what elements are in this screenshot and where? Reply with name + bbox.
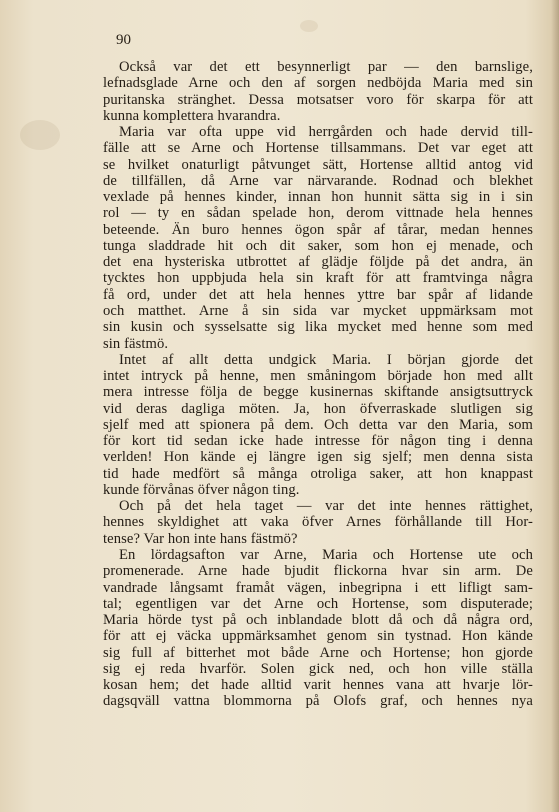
text-line: lefnadsglade Arne och den af sorgen nedböjda Maria med sin <box>103 75 533 92</box>
text-line: beteende. Än buro hennes ögon spår af tårar, medan hennes <box>103 221 533 238</box>
text-line: vexlade på hennes kinder, innan hon hunnit sätta sig in i sin <box>103 189 533 206</box>
text-line: vandrade långsamt framåt vägen, inbegripna i ett lifligt sam- <box>103 579 533 596</box>
text-line: kosan hem; det hade alltid varit hennes vana att hvarje lör- <box>103 677 533 694</box>
text-line: verlden! Hon kände ej längre igen sig sjelf; men denna sista <box>103 449 533 466</box>
text-line: puritanska stränghet. Dessa motsatser voro för skarpa för att <box>103 91 533 108</box>
text-line: se hvilket onaturligt påtvunget sätt, Hortense alltid antog vid <box>103 156 533 173</box>
text-line: promenerade. Arne hade bjudit flickorna hvar sin arm. De <box>103 563 533 580</box>
text-line: sjelf med att spionera på dem. Och detta var den Maria, som <box>103 416 533 433</box>
text-line: mera intresse följa de begge kusinernas skiftande ansigtsuttryck <box>103 384 533 401</box>
text-line: tycktes hon uppbjuda hela sin kraft för att framtvinga några <box>103 270 533 287</box>
text-line: Maria var ofta uppe vid herrgården och hade dervid till- <box>119 124 533 141</box>
text-line: En lördagsafton var Arne, Maria och Hortense ute och <box>119 546 533 563</box>
page-edge-shadow <box>551 0 559 812</box>
text-line: tense? Var hon inte hans fästmö? <box>103 530 298 547</box>
text-line: för att ej väcka uppmärksamhet genom sin tystnad. Hon kände <box>103 628 533 645</box>
text-line: Och på det hela taget — var det inte hennes rättighet, <box>119 498 533 515</box>
text-line: de tillfällen, då Arne var närvarande. Rodnad och blekhet <box>103 172 533 189</box>
text-line: kunde förvånas öfver någon ting. <box>103 481 300 498</box>
text-line: fälle att se Arne och Hortense tillsammans. Det var eget att <box>103 140 533 157</box>
body-text <box>103 59 533 710</box>
text-line: tunga sladdrade hit och dit saker, som hon ej menade, och <box>103 237 533 254</box>
text-line: sig full af bitterhet mot både Arne och Hortense; hon gjorde <box>103 644 533 661</box>
text-line: Maria hörde tyst på och inblandade blott då och då några ord, <box>103 612 533 629</box>
text-line: vid deras dagliga möten. Ja, hon öfverraskade slutligen sig <box>103 400 533 417</box>
text-line: rol — ty en sådan spelade hon, derom vittnade hela hennes <box>103 205 533 222</box>
text-line: kunna komplettera hvarandra. <box>103 107 281 124</box>
text-line: sin kusin och sysselsatte sig lika mycket med henne som med <box>103 319 533 336</box>
text-line: intet intryck på henne, men småningom började hon med allt <box>103 368 533 385</box>
text-line: för kort tid sedan icke hade intresse för någon ting i denna <box>103 433 533 450</box>
text-line: det ena hysteriska utbrottet af glädje följde på det andra, än <box>103 254 533 271</box>
text-line: Intet af allt detta undgick Maria. I början gjorde det <box>119 351 533 368</box>
text-line: dagsqväll vattna blommorna på Olofs graf, och hennes nya <box>103 693 533 710</box>
page-number: 90 <box>116 32 131 48</box>
text-line: och matthet. Arne å sin sida var mycket uppmärksam mot <box>103 302 533 319</box>
text-line: hennes skyldighet att vaka öfver Arnes förhållande till Hor- <box>103 514 533 531</box>
text-line: tid hade medfört så många otroliga saker, att hon knappast <box>103 465 533 482</box>
text-line: Också var det ett besynnerligt par — den barnslige, <box>119 59 533 75</box>
text-line: sig ej reda hvarför. Solen gick ned, och hon ville ställa <box>103 660 533 677</box>
paper-stain <box>300 20 318 32</box>
text-line: få ord, under det att hela hennes yttre bar spår af lidande <box>103 286 533 303</box>
paper-stain <box>20 120 60 150</box>
text-line: tal; egentligen var det Arne och Hortense, som disputerade; <box>103 595 533 612</box>
text-line: sin fästmö. <box>103 335 169 352</box>
